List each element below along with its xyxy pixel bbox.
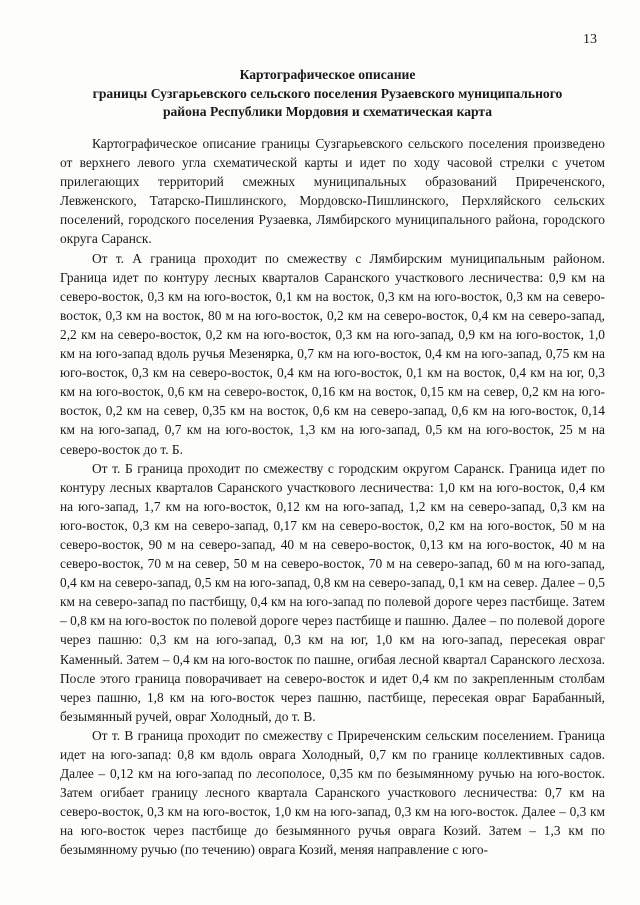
- page-number: 13: [583, 32, 597, 47]
- document-title: [40, 66, 615, 122]
- title-line-2: границы Сузгарьевского сельского поселения Рузаевского муниципального: [92, 85, 563, 101]
- paragraph-point-b: От т. Б граница проходит по смежеству с городским округом Саранск. Граница идет по контуру лесных кварталов Саранского участкового лесничества: 1,0 км на юго-восток, 0,4 км на юго-запад, 1,7 км на юго-восток, 0,12 км на юго-запад, 1,2 км на северо-запад, 0,3 км на юго-восток, 0,3 км на северо-запад, 0,17 км на северо-восток, 0,2 км на юго-восток, 50 м на северо-восток, 90 м на северо-запад, 40 м на северо-восток, 0,13 км на юго-восток, 40 м на северо-восток, 70 м на север, 50 м на северо-восток, 70 м на северо-запад, 60 м на юго-запад, 0,4 км на северо-запад, 0,5 км на юго-запад, 0,8 км на северо-запад, 0,1 км на север. Далее – 0,5 км на северо-запад по пастбищу, 0,4 км на юго-запад по полевой дороге через пастбище. Затем – 0,8 км на юго-восток по полевой дороге через пастбище и пашню. Далее – по полевой дороге через пашню: 0,3 км на юго-запад, 0,3 км на юг, 1,0 км на юго-запад, пересекая овраг Каменный. Затем – 0,4 км на юго-восток по пашне, огибая лесной квартал Саранского лесхоза. После этого граница поворачивает на северо-восток и идет 0,4 км по закрепленным столбам через пашню, 1,8 км на юго-восток через пашню, пастбище, пересекая овраг Барабанный, безымянный ручей, овраг Холодный, до т. В.: [60, 460, 605, 724]
- paragraph-intro: Картографическое описание границы Сузгарьевского сельского поселения произведено от верхнего левого угла схематической карты и идет по ходу часовой стрелки с учетом прилегающих территорий смежных муниципальных образований Приреченского, Левженского, Татарско-Пишлинского, Мордовско-Пишлинского, Перхляйского сельских поселений, городского поселения Рузаевка, Лямбирского муниципального района, городского округа Саранск.: [60, 136, 605, 247]
- paragraph-point-v: От т. В граница проходит по смежеству с Приреченским сельским поселением. Граница идет на юго-запад: 0,8 км вдоль оврага Холодный, 0,7 км по границе коллективных садов. Далее – 0,12 км на юго-запад по лесополосе, 0,35 км по безымянному ручью на юго-восток. Затем огибает границу лесного квартала Саранского участкового лесничества: 0,7 км на северо-восток, 0,3 км на юго-восток, 1,0 км на юго-запад, 0,3 км на юго-восток. Далее – 0,3 км на юго-восток через пастбище до безымянного ручья оврага Козий. Затем – 1,3 км по безымянному ручью (по течению) оврага Козий, меняя направление с юго-: [60, 727, 605, 858]
- title-line-3: района Республики Мордовия и схематическая карта: [162, 104, 493, 119]
- document-body: [60, 134, 605, 860]
- paragraph-point-a: От т. А граница проходит по смежеству с Лямбирским муниципальным районом. Граница идет по контуру лесных кварталов Саранского участкового лесничества: 0,9 км на северо-восток, 0,3 км на юго-восток, 0,1 км на восток, 0,3 км на юго-восток, 0,3 км на северо-восток, 0,3 км на восток, 80 м на юго-восток, 0,2 км на северо-восток, 0,4 км на северо-запад, 2,2 км на северо-восток, 0,2 км на юго-восток, 0,3 км на юго-запад, 0,9 км на юго-восток, 1,0 км на юго-запад вдоль ручья Мезенярка, 0,7 км на юго-восток, 0,4 км на юго-запад, 0,75 км на юго-восток, 0,3 км на северо-восток, 0,4 км на юго-восток, 0,1 км на восток, 0,4 км на юг, 0,3 км на юго-восток, 0,6 км на северо-восток, 0,16 км на восток, 0,15 км на север, 0,2 км на юго-восток, 0,2 км на север, 0,35 км на восток, 0,6 км на северо-запад, 0,6 км на юго-восток, 0,14 км на юго-запад, 0,7 км на юго-восток, 1,3 км на юго-запад, 0,5 км на юго-восток, 25 м на северо-восток до т. Б.: [60, 250, 605, 457]
- title-line-1: Картографическое описание: [239, 67, 416, 82]
